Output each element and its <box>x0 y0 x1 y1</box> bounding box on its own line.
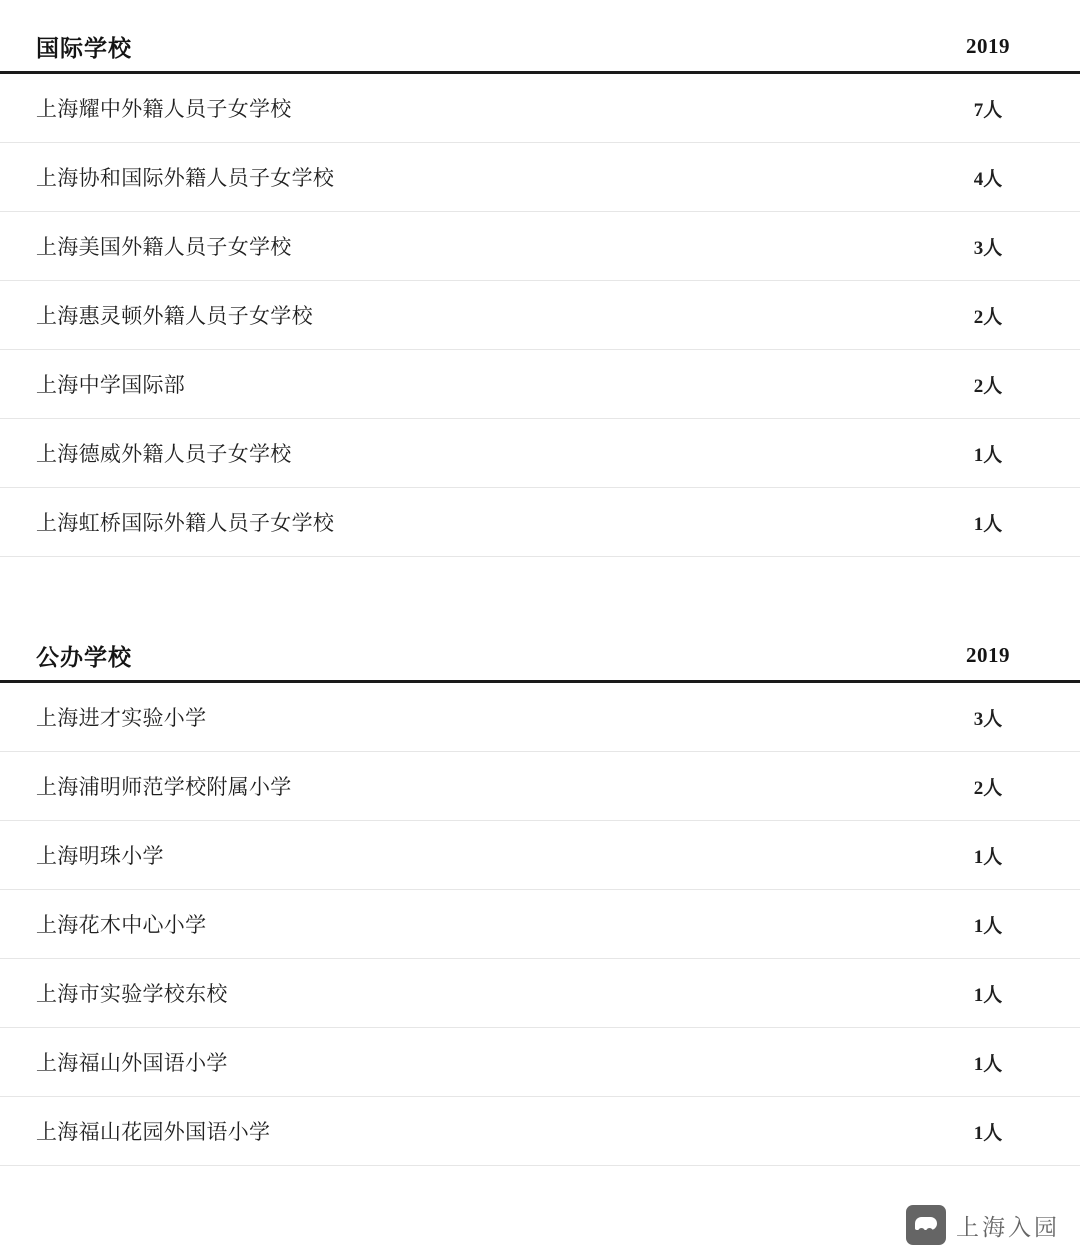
table-public-schools <box>0 557 1080 1166</box>
table-row <box>0 1097 1080 1166</box>
school-name: 上海花木中心小学 <box>36 914 207 937</box>
table-row <box>0 281 1080 350</box>
school-name: 上海福山外国语小学 <box>36 1052 228 1075</box>
school-name: 上海明珠小学 <box>36 845 164 868</box>
school-count: 4人 <box>973 168 1003 190</box>
school-name: 上海耀中外籍人员子女学校 <box>36 98 292 121</box>
school-name: 上海浦明师范学校附属小学 <box>36 776 292 799</box>
school-name: 上海进才实验小学 <box>36 707 207 730</box>
table-row <box>0 959 1080 1028</box>
table-row <box>0 419 1080 488</box>
table-row <box>0 683 1080 752</box>
wechat-logo-icon <box>906 1205 946 1245</box>
table-row <box>0 143 1080 212</box>
table-row <box>0 752 1080 821</box>
school-count: 1人 <box>973 513 1003 535</box>
watermark-label: 上海入园 <box>956 1213 1060 1240</box>
school-count: 1人 <box>973 1053 1003 1075</box>
table-row <box>0 212 1080 281</box>
table-row <box>0 74 1080 143</box>
school-name: 上海市实验学校东校 <box>36 983 228 1006</box>
table-title: 公办学校 <box>36 644 132 670</box>
table-header-row <box>0 631 1080 683</box>
table-international-schools <box>0 0 1080 557</box>
table-column-year: 2019 <box>966 643 1010 667</box>
school-count: 7人 <box>973 99 1003 121</box>
table-row <box>0 488 1080 557</box>
table-row <box>0 350 1080 419</box>
school-name: 上海福山花园外国语小学 <box>36 1121 271 1144</box>
table-row <box>0 821 1080 890</box>
school-count: 1人 <box>973 984 1003 1006</box>
school-count: 1人 <box>973 915 1003 937</box>
school-name: 上海德威外籍人员子女学校 <box>36 443 292 466</box>
table-row <box>0 1028 1080 1097</box>
school-name: 上海虹桥国际外籍人员子女学校 <box>36 512 335 535</box>
school-name: 上海协和国际外籍人员子女学校 <box>36 167 335 190</box>
school-count: 2人 <box>973 375 1003 397</box>
school-count: 2人 <box>973 306 1003 328</box>
school-count: 2人 <box>973 777 1003 799</box>
table-header-row <box>0 22 1080 74</box>
watermark <box>906 1205 1060 1245</box>
school-count: 1人 <box>973 846 1003 868</box>
school-count: 1人 <box>973 1122 1003 1144</box>
school-count: 3人 <box>973 708 1003 730</box>
table-row <box>0 890 1080 959</box>
school-name: 上海中学国际部 <box>36 374 186 397</box>
table-column-year: 2019 <box>966 34 1010 58</box>
school-count: 3人 <box>973 237 1003 259</box>
school-name: 上海惠灵顿外籍人员子女学校 <box>36 305 313 328</box>
school-count: 1人 <box>973 444 1003 466</box>
table-title: 国际学校 <box>36 35 132 61</box>
school-name: 上海美国外籍人员子女学校 <box>36 236 292 259</box>
